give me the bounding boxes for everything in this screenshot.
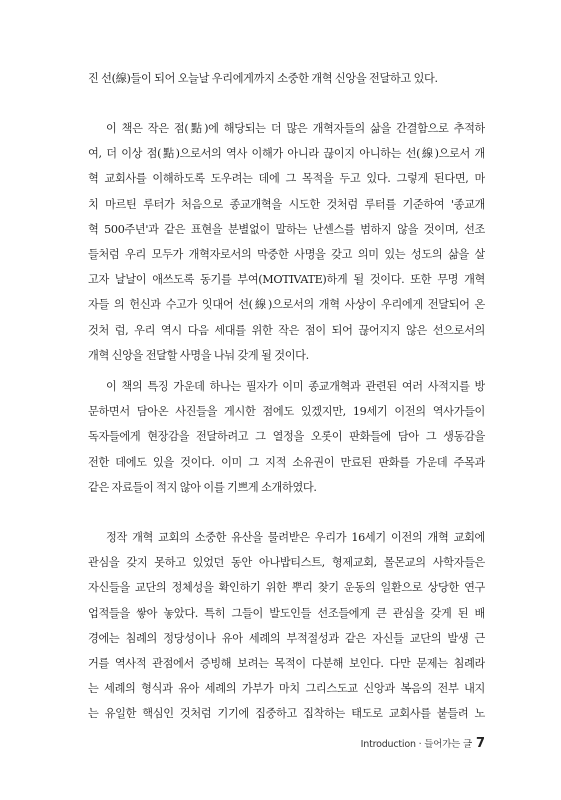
text-line: 진 선(線)들이 되어 오늘날 우리에게까지 소중한 개혁 신앙을 전달하고 있다. [88, 72, 438, 85]
text-line: 거를 역사적 관점에서 증빙해 보려는 목적이 다분해 보인다. 다만 문제는 침례라 [88, 657, 485, 671]
text-line: 치 마르틴 루터가 처음으로 종교개혁을 시도한 것처럼 루터를 기준하여 '종교개 [88, 197, 485, 211]
text-line: 이 책은 작은 점(點)에 해당되는 더 많은 개혁자들의 삶을 간결함으로 추적하 [106, 122, 485, 135]
text-line: 혁 교회사를 이해하도록 도우려는 데에 그 목적을 두고 있다. 그렇게 된다면, 마 [88, 172, 485, 186]
text-line: 같은 자료들이 적지 않아 이를 기쁘게 소개하였다. [88, 480, 317, 494]
text-line: 업적들을 쌓아 놓았다. 특히 그들이 발도인들 선조들에게 큰 관심을 갖게 된 배 [88, 606, 485, 620]
text-line: 전한 데에도 있을 것이다. 이미 그 지적 소유권이 만료된 판화를 가운데 주목과 [88, 455, 485, 469]
page-number: 7 [475, 736, 485, 751]
text-line: 는 유일한 핵심인 것처럼 기기에 집중하고 집착하는 태도로 교회사를 붙들려 노 [88, 707, 485, 721]
page-footer [361, 736, 485, 751]
text-line: 혁 500주년'과 같은 표현을 분별없이 말하는 난센스를 범하지 않을 것이며, 선조 [88, 222, 485, 236]
text-line: 들처럼 우리 모두가 개혁자로서의 막중한 사명을 갖고 의미 있는 성도의 삶을 살 [88, 248, 485, 262]
paragraph-continuation [88, 66, 485, 91]
text-line: 는 세례의 형식과 유아 세례의 가부가 마치 그리스도교 신앙과 복음의 전부 내지 [88, 682, 485, 696]
text-line: 개혁 신앙을 전달할 사명을 나눠 갖게 될 것이다. [88, 348, 309, 362]
text-line: 이 책의 특징 가운데 하나는 필자가 이미 종교개혁과 관련된 여러 사적지를 방 [106, 380, 485, 393]
paragraph-features [88, 374, 485, 500]
text-line: 것처 럼, 우리 역시 다음 세대를 위한 작은 점이 되어 끊어지지 않은 선으로서의 [88, 323, 485, 337]
running-footer-label: Introduction · 들어가는 글 [360, 739, 472, 750]
paragraph-heritage [88, 525, 485, 727]
text-line: 독자들에게 현장감을 전달하려고 그 열정을 오롯이 판화들에 담아 그 생동감을 [88, 430, 485, 444]
text-line: 문하면서 담아온 사진들을 게시한 점에도 있겠지만, 19세기 이전의 역사가들이 [88, 405, 485, 419]
text-line: 자신들을 교단의 정체성을 확인하기 위한 뿌리 찾기 운동의 일환으로 상당한 연구 [88, 581, 485, 595]
paragraph-purpose [88, 116, 485, 368]
text-line: 자들 의 헌신과 수고가 잇대어 선(線)으로서의 개혁 사상이 우리에게 전달되어 온 [88, 298, 485, 312]
text-line: 정작 개혁 교회의 소중한 유산을 물려받은 우리가 16세기 이전의 개혁 교회에 [106, 531, 485, 544]
text-line: 관심을 갖지 못하고 있었던 동안 아나밥티스트, 형제교회, 몰몬교의 사학자들은 [88, 556, 485, 570]
text-line: 고자 날날이 애쓰도록 동기를 부여(MOTIVATE)하게 될 것이다. 또한 무명 개혁 [88, 273, 485, 287]
text-line: 여, 더 이상 점(點)으로서의 역사 이해가 아니라 끊이지 아니하는 선(線)으로서 개 [88, 147, 485, 161]
text-line: 경에는 침례의 정당성이나 유아 세례의 부적절성과 같은 자신들 교단의 발생 근 [88, 631, 485, 645]
